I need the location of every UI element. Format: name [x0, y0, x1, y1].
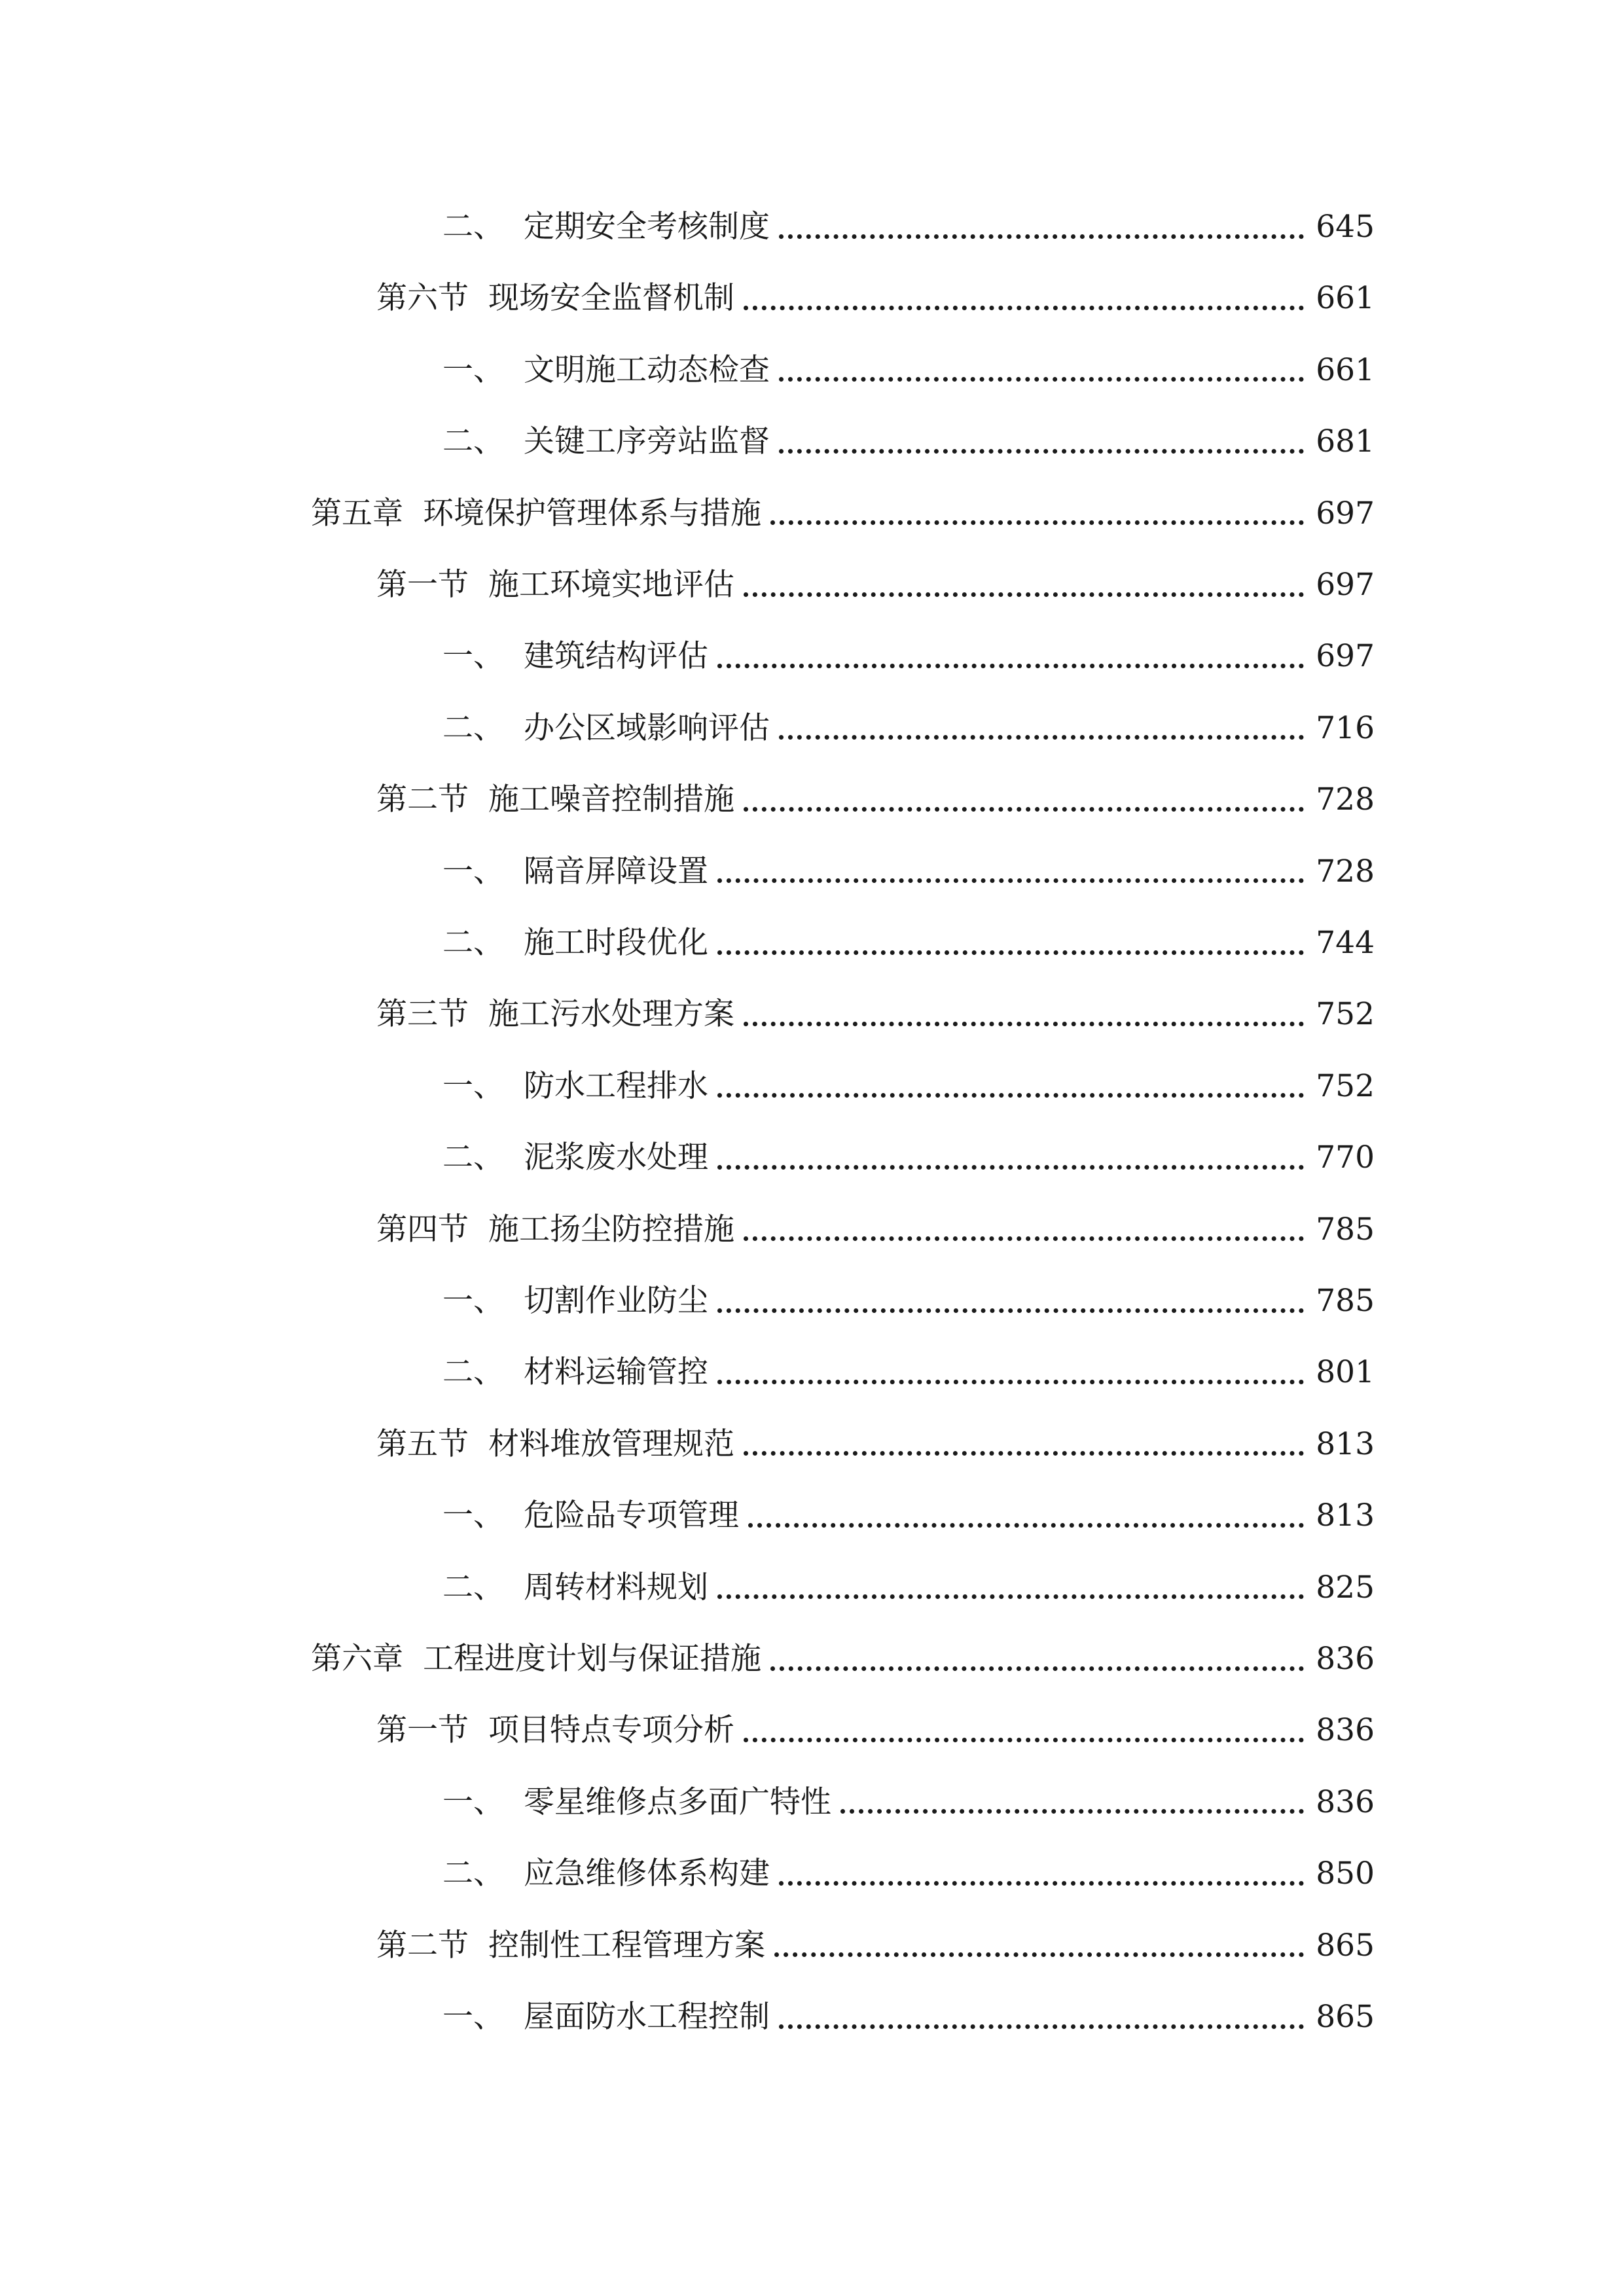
toc-entry-page-number: 865 — [1316, 1999, 1375, 2035]
toc-entry-title: 文明施工动态检查 — [524, 351, 770, 388]
toc-entry[interactable] — [376, 1418, 1375, 1471]
toc-entry-page-number: 716 — [1316, 709, 1375, 746]
toc-dot-leader — [779, 377, 1304, 382]
toc-entry[interactable] — [311, 1633, 1375, 1685]
toc-dot-leader — [840, 1809, 1304, 1814]
toc-entry[interactable] — [376, 272, 1375, 325]
toc-entry-title: 定期安全考核制度 — [524, 209, 770, 245]
toc-entry[interactable] — [376, 559, 1375, 611]
toc-entry-page-number: 836 — [1316, 1641, 1375, 1677]
toc-entry-page-number: 728 — [1316, 853, 1375, 889]
toc-entry-page-number: 752 — [1316, 1067, 1375, 1104]
toc-dot-leader — [779, 234, 1304, 239]
toc-entry-number: 一、 — [442, 1784, 504, 1820]
toc-entry-page-number: 836 — [1316, 1784, 1375, 1820]
toc-entry-title: 施工时段优化 — [524, 925, 708, 961]
toc-entry[interactable] — [442, 344, 1375, 397]
toc-entry-title: 工程进度计划与保证措施 — [423, 1641, 761, 1677]
toc-entry-title: 材料运输管控 — [524, 1354, 708, 1391]
toc-entry-number: 第一节 — [376, 567, 469, 603]
toc-dot-leader — [744, 1022, 1304, 1026]
toc-entry-title: 屋面防水工程控制 — [524, 1999, 770, 2035]
toc-entry-title: 现场安全监督机制 — [488, 280, 734, 317]
toc-dot-leader — [744, 592, 1304, 597]
toc-dot-leader — [779, 449, 1304, 454]
toc-entry-title: 环境保护管理体系与措施 — [423, 495, 761, 531]
toc-entry-number: 第四节 — [376, 1211, 469, 1247]
toc-entry-number: 一、 — [442, 638, 504, 675]
toc-entry-title: 施工噪音控制措施 — [488, 781, 734, 818]
toc-dot-leader — [770, 1666, 1304, 1671]
toc-dot-leader — [770, 520, 1304, 525]
toc-entry-page-number: 813 — [1316, 1426, 1375, 1462]
toc-dot-leader — [748, 1523, 1304, 1528]
toc-entry-title: 防水工程排水 — [524, 1067, 708, 1104]
toc-entry-title: 切割作业防尘 — [524, 1283, 708, 1319]
toc-entry[interactable] — [376, 1704, 1375, 1757]
toc-entry-page-number: 770 — [1316, 1139, 1375, 1176]
toc-dot-leader — [744, 1738, 1304, 1742]
toc-entry[interactable] — [442, 201, 1375, 253]
toc-entry-title: 危险品专项管理 — [524, 1498, 739, 1534]
toc-dot-leader — [779, 2024, 1304, 2029]
toc-entry-page-number: 661 — [1316, 351, 1375, 388]
toc-dot-leader — [717, 878, 1304, 883]
toc-entry[interactable] — [442, 917, 1375, 969]
toc-dot-leader — [717, 1093, 1304, 1098]
toc-dot-leader — [744, 1236, 1304, 1241]
toc-entry-number: 二、 — [442, 925, 504, 961]
toc-dot-leader — [717, 1308, 1304, 1313]
toc-entry-number: 二、 — [442, 1856, 504, 1892]
toc-dot-leader — [717, 664, 1304, 668]
toc-entry-title: 施工环境实地评估 — [488, 567, 734, 603]
toc-entry-number: 一、 — [442, 1999, 504, 2035]
toc-entry[interactable] — [442, 416, 1375, 468]
toc-entry-page-number: 697 — [1316, 567, 1375, 603]
toc-entry-title: 项目特点专项分析 — [488, 1712, 734, 1749]
toc-entry[interactable] — [442, 702, 1375, 755]
toc-entry-number: 二、 — [442, 423, 504, 460]
toc-entry[interactable] — [442, 1991, 1375, 2043]
toc-entry-number: 二、 — [442, 1569, 504, 1605]
toc-entry-page-number: 697 — [1316, 495, 1375, 531]
toc-dot-leader — [774, 1952, 1304, 1957]
toc-entry-number: 第二节 — [376, 1927, 469, 1964]
toc-entry[interactable] — [442, 1132, 1375, 1184]
toc-entry-number: 二、 — [442, 209, 504, 245]
toc-entry-number: 第五章 — [311, 495, 403, 531]
toc-entry-title: 建筑结构评估 — [524, 638, 708, 675]
toc-entry-number: 第六章 — [311, 1641, 403, 1677]
toc-dot-leader — [717, 1165, 1304, 1170]
toc-entry-title: 施工扬尘防控措施 — [488, 1211, 734, 1247]
toc-entry-number: 二、 — [442, 1139, 504, 1176]
toc-entry-number: 一、 — [442, 1067, 504, 1104]
toc-entry[interactable] — [442, 1562, 1375, 1614]
toc-dot-leader — [779, 735, 1304, 740]
toc-entry[interactable] — [376, 988, 1375, 1041]
toc-entry-title: 零星维修点多面广特性 — [524, 1784, 831, 1820]
toc-entry-page-number: 697 — [1316, 638, 1375, 675]
toc-dot-leader — [717, 1380, 1304, 1384]
toc-entry-title: 隔音屏障设置 — [524, 853, 708, 889]
toc-entry-number: 第三节 — [376, 996, 469, 1033]
toc-entry-page-number: 825 — [1316, 1569, 1375, 1605]
toc-entry-page-number: 865 — [1316, 1927, 1375, 1964]
toc-entry-number: 第六节 — [376, 280, 469, 317]
toc-entry[interactable] — [376, 774, 1375, 826]
toc-entry-page-number: 744 — [1316, 925, 1375, 961]
toc-entry-number: 二、 — [442, 709, 504, 746]
toc-entry[interactable] — [376, 1204, 1375, 1256]
toc-dot-leader — [717, 950, 1304, 955]
toc-entry[interactable] — [442, 1848, 1375, 1900]
toc-entry-number: 一、 — [442, 1283, 504, 1319]
toc-entry[interactable] — [442, 1346, 1375, 1399]
toc-entry-number: 第二节 — [376, 781, 469, 818]
toc-entry[interactable] — [442, 630, 1375, 683]
toc-entry-page-number: 728 — [1316, 781, 1375, 818]
toc-entry-page-number: 813 — [1316, 1498, 1375, 1534]
toc-entry-number: 第五节 — [376, 1426, 469, 1462]
toc-entry-number: 二、 — [442, 1354, 504, 1391]
toc-entry[interactable] — [442, 1275, 1375, 1327]
toc-entry-page-number: 661 — [1316, 280, 1375, 317]
toc-entry-title: 控制性工程管理方案 — [488, 1927, 765, 1964]
toc-entry[interactable] — [442, 846, 1375, 898]
toc-entry-page-number: 801 — [1316, 1354, 1375, 1391]
toc-entry-page-number: 836 — [1316, 1712, 1375, 1749]
toc-dot-leader — [744, 807, 1304, 812]
toc-entry-title: 施工污水处理方案 — [488, 996, 734, 1033]
toc-entry-page-number: 850 — [1316, 1856, 1375, 1892]
toc-entry-page-number: 645 — [1316, 209, 1375, 245]
toc-entry-page-number: 752 — [1316, 996, 1375, 1033]
toc-entry-page-number: 785 — [1316, 1211, 1375, 1247]
toc-entry-title: 应急维修体系构建 — [524, 1856, 770, 1892]
toc-entry[interactable] — [311, 488, 1375, 540]
toc-entry-title: 泥浆废水处理 — [524, 1139, 708, 1176]
toc-entry[interactable] — [442, 1776, 1375, 1829]
toc-entry-title: 材料堆放管理规范 — [488, 1426, 734, 1462]
toc-dot-leader — [744, 1451, 1304, 1456]
toc-entry-number: 第一节 — [376, 1712, 469, 1749]
toc-dot-leader — [717, 1594, 1304, 1599]
toc-entry-number: 一、 — [442, 1498, 504, 1534]
toc-entry[interactable] — [442, 1490, 1375, 1542]
toc-dot-leader — [744, 306, 1304, 310]
toc-entry-title: 关键工序旁站监督 — [524, 423, 770, 460]
toc-entry[interactable] — [376, 1920, 1375, 1972]
toc-dot-leader — [779, 1881, 1304, 1886]
toc-entry-page-number: 785 — [1316, 1283, 1375, 1319]
toc-entry-title: 周转材料规划 — [524, 1569, 708, 1605]
toc-entry-title: 办公区域影响评估 — [524, 709, 770, 746]
toc-entry-number: 一、 — [442, 853, 504, 889]
toc-entry-number: 一、 — [442, 351, 504, 388]
toc-entry-page-number: 681 — [1316, 423, 1375, 460]
toc-entry[interactable] — [442, 1060, 1375, 1113]
